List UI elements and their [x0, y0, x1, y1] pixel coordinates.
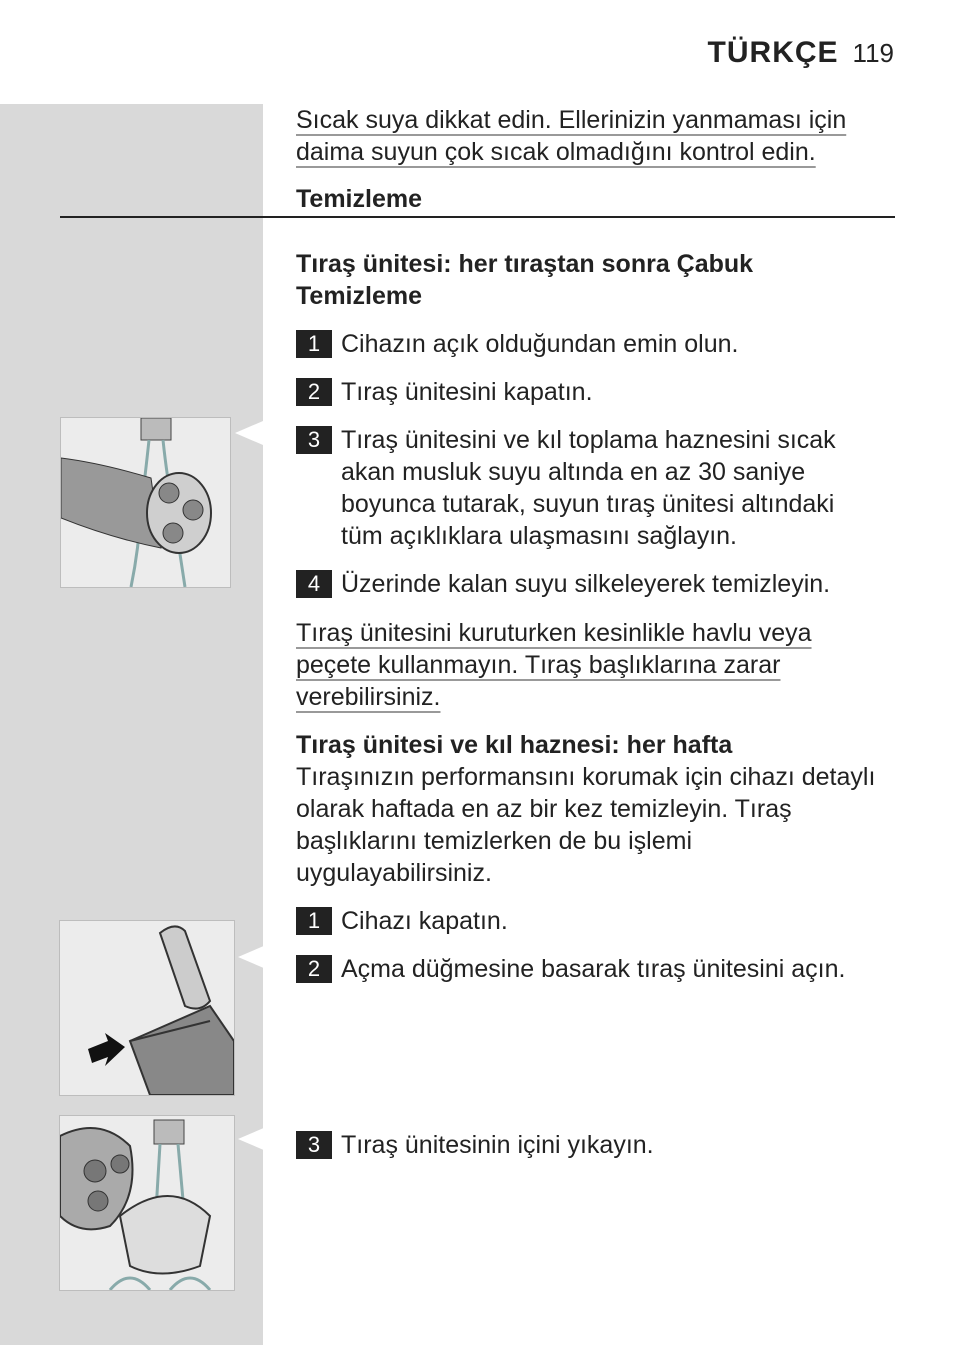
hot-water-warning: Sıcak suya dikkat edin. Ellerinizin yanmaması için daima suyun çok sıcak olmadığını kontrol edin.: [296, 106, 847, 166]
step-3-quick: [296, 424, 871, 552]
shaver-rinse-illustration: [60, 417, 231, 588]
section-divider: [60, 216, 895, 218]
step-number-badge: 2: [296, 378, 332, 406]
step-number-badge: 3: [296, 426, 332, 454]
step-text: Açma düğmesine basarak tıraş ünitesini açın.: [341, 955, 846, 983]
section-title: Temizleme: [296, 185, 422, 213]
step-1-quick: [296, 328, 886, 360]
step-text: Tıraş ünitesini kapatın.: [341, 378, 593, 406]
towel-warning: Tıraş ünitesini kuruturken kesinlikle havlu veya peçete kullanmayın. Tıraş başlıklarına zarar verebilirsiniz.: [296, 619, 812, 711]
rinse-inside-drawing: [60, 1116, 234, 1290]
step-text: Tıraş ünitesini ve kıl toplama haznesini sıcak akan musluk suyu altında en az 30 saniye boyunca tutarak, suyun tıraş ünitesi altındaki tüm açıklıklara ulaşmasını sağlayın.: [341, 426, 836, 550]
page-header: [708, 36, 894, 70]
step-text: Cihazın açık olduğundan emin olun.: [341, 330, 739, 358]
shaver-under-tap-drawing: [61, 418, 230, 587]
step-2-quick: [296, 376, 886, 408]
rinse-inside-illustration: [59, 1115, 235, 1291]
step-number-badge: 1: [296, 907, 332, 935]
weekly-intro-text: Tıraşınızın performansını korumak için cihazı detaylı olarak haftada en az bir kez temizleyin. Tıraş başlıklarını temizlerken de bu işlemi uygulayabilirsiniz.: [296, 763, 876, 887]
step-number-badge: 2: [296, 955, 332, 983]
figure-pointer: [238, 1127, 266, 1151]
subsection-heading-weekly: Tıraş ünitesi ve kıl haznesi: her hafta: [296, 731, 733, 759]
figure-pointer: [238, 945, 266, 969]
shaving-unit-open-drawing: [60, 921, 234, 1095]
step-number-badge: 1: [296, 330, 332, 358]
step-2-weekly: [296, 953, 886, 985]
step-text: Tıraş ünitesinin içini yıkayın.: [341, 1131, 654, 1159]
open-shaving-unit-illustration: [59, 920, 235, 1096]
step-number-badge: 3: [296, 1131, 332, 1159]
step-1-weekly: [296, 905, 886, 937]
language-heading: TÜRKÇE: [707, 36, 839, 69]
page-number: 119: [852, 38, 894, 68]
figure-pointer: [235, 421, 263, 445]
step-text: Cihazı kapatın.: [341, 907, 508, 935]
subsection-heading-quick-clean: Tıraş ünitesi: her tıraştan sonra Çabuk Temizleme: [296, 250, 754, 310]
step-4-quick: [296, 568, 886, 600]
step-number-badge: 4: [296, 570, 332, 598]
step-3-weekly: [296, 1129, 886, 1161]
step-text: Üzerinde kalan suyu silkeleyerek temizleyin.: [341, 570, 831, 598]
